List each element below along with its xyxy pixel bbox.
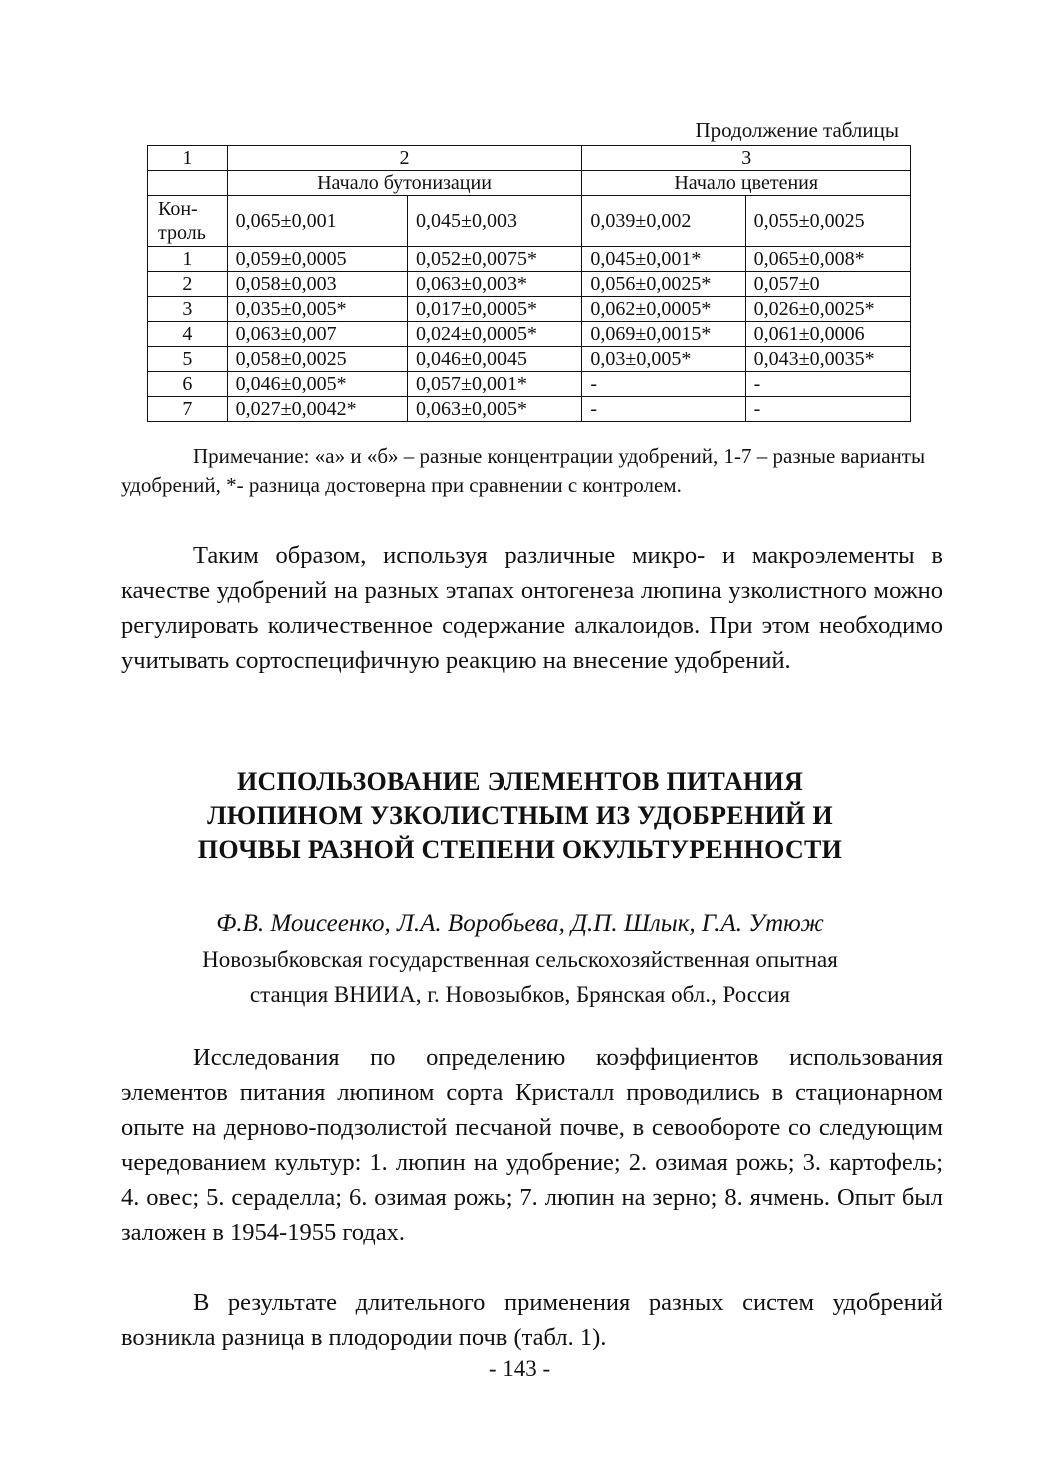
article-paragraph-2: [121, 1285, 943, 1355]
cell: 0,059±0,0005: [227, 247, 407, 272]
article-authors: Ф.В. Моисеенко, Л.А. Воробьева, Д.П. Шлык, Г.А. Утюж: [216, 910, 824, 937]
cell: 0,017±0,0005*: [408, 297, 582, 322]
header-col-2: 2: [227, 146, 582, 171]
row-label: 3: [148, 297, 228, 322]
conclusion-text: Таким образом, используя различные микро- и макроэлементы в качестве удобрений на разных этапах онтогенеза люпина узколистного можно регулировать количественное содержание алкалоидов. При этом необходимо учитывать сортоспецифичную реакцию на внесение удобрений.: [121, 542, 943, 674]
table-note-text: Примечание: «а» и «б» – разные концентрации удобрений, 1-7 – разные варианты удобрений, *- разница достоверна при сравнении с контролем.: [121, 444, 926, 497]
row-label: 1: [148, 247, 228, 272]
table-row: [148, 196, 911, 247]
page-number: - 143 -: [488, 1356, 551, 1381]
table-header-phases: [148, 171, 911, 196]
row-label-line: Кон- троль: [158, 198, 206, 244]
cell: 0,024±0,0005*: [408, 322, 582, 347]
row-label: 4: [148, 322, 228, 347]
data-table: [147, 145, 911, 422]
header-col-3: 3: [582, 146, 911, 171]
cell: 0,057±0,001*: [408, 372, 582, 397]
cell: 0,058±0,003: [227, 272, 407, 297]
table-row: [148, 397, 911, 422]
article-title-line: ИСПОЛЬЗОВАНИЕ ЭЛЕМЕНТОВ ПИТАНИЯ: [236, 767, 804, 796]
table-row: [148, 272, 911, 297]
header-col-1: 1: [148, 146, 228, 171]
table-row: [148, 347, 911, 372]
article-title: [100, 765, 940, 867]
cell: 0,063±0,005*: [408, 397, 582, 422]
affiliation-line: станция ВНИИА, г. Новозыбков, Брянская обл., Россия: [249, 982, 791, 1007]
cell: 0,065±0,008*: [745, 247, 910, 272]
table-row: [148, 297, 911, 322]
cell: 0,056±0,0025*: [582, 272, 745, 297]
cell: 0,046±0,005*: [227, 372, 407, 397]
cell: 0,069±0,0015*: [582, 322, 745, 347]
cell: 0,046±0,0045: [408, 347, 582, 372]
cell: 0,026±0,0025*: [745, 297, 910, 322]
table-note: [121, 442, 929, 500]
header-empty: [148, 171, 228, 196]
cell: 0,045±0,003: [408, 196, 582, 247]
cell: 0,065±0,001: [227, 196, 407, 247]
cell: -: [582, 397, 745, 422]
cell: 0,045±0,001*: [582, 247, 745, 272]
cell: 0,063±0,007: [227, 322, 407, 347]
cell: 0,061±0,0006: [745, 322, 910, 347]
affiliation-line: Новозыбковская государственная сельскохозяйственная опытная: [202, 947, 838, 972]
article-title-line: ПОЧВЫ РАЗНОЙ СТЕПЕНИ ОКУЛЬТУРЕННОСТИ: [197, 835, 843, 864]
cell: -: [582, 372, 745, 397]
conclusion-paragraph: [121, 538, 943, 678]
article-paragraph-2-text: В результате длительного применения разных систем удобрений возникла разница в плодородии почв (табл. 1).: [121, 1289, 943, 1351]
table-row: [148, 247, 911, 272]
table-caption: Продолжение таблицы: [695, 118, 899, 142]
cell: 0,035±0,005*: [227, 297, 407, 322]
row-label: 2: [148, 272, 228, 297]
header-budding: Начало бутонизации: [227, 171, 582, 196]
cell: 0,058±0,0025: [227, 347, 407, 372]
cell: 0,063±0,003*: [408, 272, 582, 297]
table-header-numbers: [148, 146, 911, 171]
cell: 0,062±0,0005*: [582, 297, 745, 322]
cell: 0,027±0,0042*: [227, 397, 407, 422]
cell: -: [745, 397, 910, 422]
table-row: [148, 322, 911, 347]
cell: 0,057±0: [745, 272, 910, 297]
cell: 0,052±0,0075*: [408, 247, 582, 272]
row-label: 5: [148, 347, 228, 372]
article-paragraph-1: [121, 1040, 943, 1250]
cell: -: [745, 372, 910, 397]
header-flowering: Начало цветения: [582, 171, 911, 196]
row-label: [148, 196, 228, 247]
cell: 0,043±0,0035*: [745, 347, 910, 372]
article-paragraph-1-text: Исследования по определению коэффициентов использования элементов питания люпином сорта Кристалл проводились в стационарном опыте на дерново-подзолистой песчаной почве, в севообороте со следующим чередованием культур: 1. люпин на удобрение; 2. озимая рожь; 3. картофель; 4. овес; 5. сераделла; 6. озимая рожь; 7. люпин на зерно; 8. ячмень. Опыт был заложен в 1954-1955 годах.: [121, 1044, 943, 1246]
row-label: 7: [148, 397, 228, 422]
cell: 0,039±0,002: [582, 196, 745, 247]
article-title-line: ЛЮПИНОМ УЗКОЛИСТНЫМ ИЗ УДОБРЕНИЙ И: [207, 801, 833, 830]
row-label: 6: [148, 372, 228, 397]
cell: 0,055±0,0025: [745, 196, 910, 247]
table-row: [148, 372, 911, 397]
article-affiliation: [100, 942, 940, 1012]
cell: 0,03±0,005*: [582, 347, 745, 372]
